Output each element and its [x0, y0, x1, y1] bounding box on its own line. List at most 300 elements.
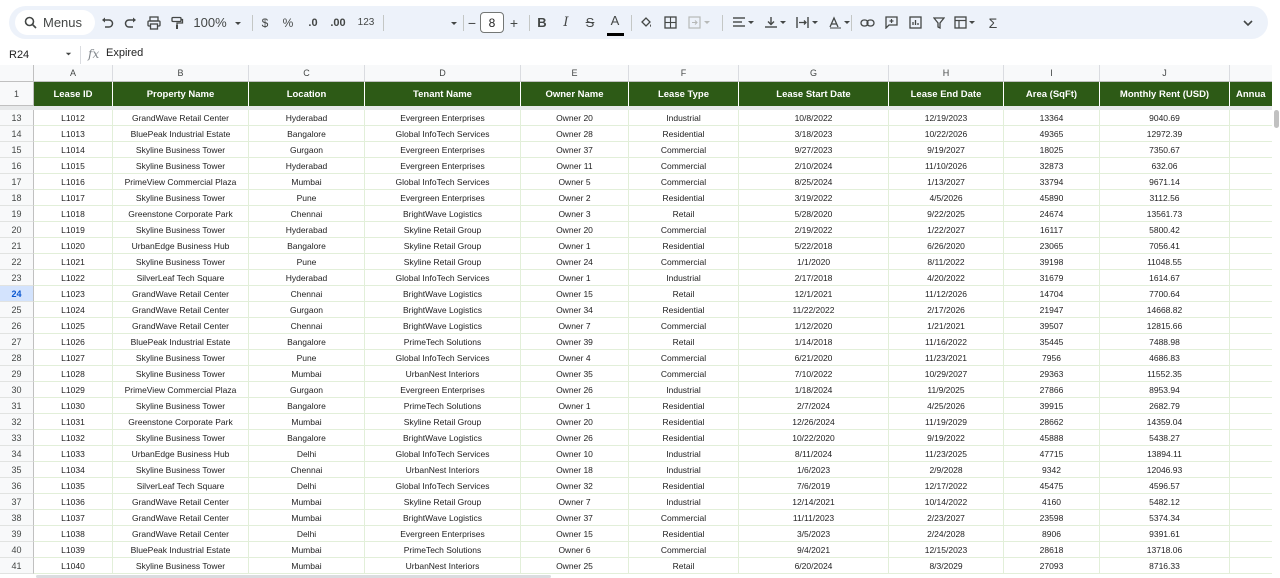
- table-cell[interactable]: Residential: [629, 478, 739, 494]
- table-cell[interactable]: [1230, 142, 1272, 158]
- table-cell[interactable]: Owner 18: [521, 462, 629, 478]
- table-cell[interactable]: PrimeTech Solutions: [365, 398, 521, 414]
- table-cell[interactable]: 35445: [1004, 334, 1100, 350]
- filter-views-button[interactable]: [951, 6, 979, 39]
- table-cell[interactable]: GrandWave Retail Center: [113, 286, 249, 302]
- table-cell[interactable]: Industrial: [629, 270, 739, 286]
- column-header[interactable]: G: [739, 65, 889, 82]
- table-cell[interactable]: Mumbai: [249, 542, 365, 558]
- table-cell[interactable]: UrbanEdge Business Hub: [113, 238, 249, 254]
- table-cell[interactable]: Owner 35: [521, 366, 629, 382]
- table-cell[interactable]: Mumbai: [249, 414, 365, 430]
- table-cell[interactable]: Skyline Business Tower: [113, 158, 249, 174]
- table-cell[interactable]: [1230, 446, 1272, 462]
- table-cell[interactable]: 4/5/2026: [889, 190, 1004, 206]
- table-cell[interactable]: Hyderabad: [249, 158, 365, 174]
- table-cell[interactable]: Delhi: [249, 478, 365, 494]
- table-cell[interactable]: Owner 37: [521, 142, 629, 158]
- table-cell[interactable]: [1230, 110, 1272, 126]
- table-cell[interactable]: Commercial: [629, 350, 739, 366]
- row-number[interactable]: 41: [0, 558, 34, 574]
- table-cell[interactable]: 12/26/2024: [739, 414, 889, 430]
- table-cell[interactable]: Owner 32: [521, 478, 629, 494]
- table-cell[interactable]: Owner 15: [521, 286, 629, 302]
- font-family-select[interactable]: [389, 6, 459, 39]
- table-cell[interactable]: 2682.79: [1100, 398, 1230, 414]
- table-cell[interactable]: Global InfoTech Services: [365, 478, 521, 494]
- table-cell[interactable]: L1027: [34, 350, 113, 366]
- strikethrough-button[interactable]: [582, 6, 598, 39]
- name-box[interactable]: [9, 47, 73, 62]
- table-cell[interactable]: Skyline Business Tower: [113, 142, 249, 158]
- table-cell[interactable]: L1017: [34, 190, 113, 206]
- table-cell[interactable]: Skyline Retail Group: [365, 494, 521, 510]
- table-cell[interactable]: 4/25/2026: [889, 398, 1004, 414]
- table-cell[interactable]: Skyline Business Tower: [113, 190, 249, 206]
- table-cell[interactable]: Bangalore: [249, 430, 365, 446]
- table-cell[interactable]: 9/19/2022: [889, 430, 1004, 446]
- table-cell[interactable]: Bangalore: [249, 334, 365, 350]
- table-cell[interactable]: Mumbai: [249, 366, 365, 382]
- table-cell[interactable]: 23065: [1004, 238, 1100, 254]
- table-cell[interactable]: [1230, 318, 1272, 334]
- table-cell[interactable]: Mumbai: [249, 510, 365, 526]
- table-cell[interactable]: Residential: [629, 430, 739, 446]
- table-cell[interactable]: L1036: [34, 494, 113, 510]
- table-cell[interactable]: PrimeTech Solutions: [365, 334, 521, 350]
- header-cell[interactable]: Tenant Name: [365, 82, 521, 106]
- decrease-decimals-button[interactable]: [303, 6, 323, 39]
- table-cell[interactable]: BrightWave Logistics: [365, 206, 521, 222]
- table-cell[interactable]: Owner 2: [521, 190, 629, 206]
- table-cell[interactable]: 2/24/2028: [889, 526, 1004, 542]
- table-cell[interactable]: GrandWave Retail Center: [113, 318, 249, 334]
- header-cell[interactable]: Area (SqFt): [1004, 82, 1100, 106]
- table-cell[interactable]: 12/1/2021: [739, 286, 889, 302]
- table-cell[interactable]: 11/16/2022: [889, 334, 1004, 350]
- table-cell[interactable]: PrimeTech Solutions: [365, 542, 521, 558]
- table-cell[interactable]: Commercial: [629, 510, 739, 526]
- row-number[interactable]: 21: [0, 238, 34, 254]
- table-cell[interactable]: 10/8/2022: [739, 110, 889, 126]
- table-cell[interactable]: 9391.61: [1100, 526, 1230, 542]
- table-cell[interactable]: Evergreen Enterprises: [365, 110, 521, 126]
- table-cell[interactable]: Owner 5: [521, 174, 629, 190]
- table-cell[interactable]: L1031: [34, 414, 113, 430]
- table-cell[interactable]: Greenstone Corporate Park: [113, 414, 249, 430]
- header-cell[interactable]: Lease ID: [34, 82, 113, 106]
- table-cell[interactable]: 45888: [1004, 430, 1100, 446]
- table-cell[interactable]: [1230, 462, 1272, 478]
- table-cell[interactable]: 13718.06: [1100, 542, 1230, 558]
- currency-format-button[interactable]: [257, 6, 273, 39]
- table-cell[interactable]: Evergreen Enterprises: [365, 382, 521, 398]
- table-cell[interactable]: Residential: [629, 414, 739, 430]
- table-cell[interactable]: 2/17/2026: [889, 302, 1004, 318]
- table-cell[interactable]: Mumbai: [249, 558, 365, 574]
- table-cell[interactable]: BluePeak Industrial Estate: [113, 334, 249, 350]
- functions-button[interactable]: [983, 6, 1003, 39]
- table-cell[interactable]: Owner 10: [521, 446, 629, 462]
- table-cell[interactable]: 7/6/2019: [739, 478, 889, 494]
- table-cell[interactable]: 2/19/2022: [739, 222, 889, 238]
- table-cell[interactable]: 8906: [1004, 526, 1100, 542]
- table-cell[interactable]: 9040.69: [1100, 110, 1230, 126]
- row-number[interactable]: 13: [0, 110, 34, 126]
- table-cell[interactable]: 12815.66: [1100, 318, 1230, 334]
- table-cell[interactable]: Skyline Retail Group: [365, 414, 521, 430]
- table-cell[interactable]: Global InfoTech Services: [365, 446, 521, 462]
- table-cell[interactable]: Owner 28: [521, 126, 629, 142]
- table-cell[interactable]: [1230, 526, 1272, 542]
- table-cell[interactable]: 1/21/2021: [889, 318, 1004, 334]
- table-cell[interactable]: 33794: [1004, 174, 1100, 190]
- row-number[interactable]: 36: [0, 478, 34, 494]
- table-cell[interactable]: 6/20/2024: [739, 558, 889, 574]
- increase-font-size-button[interactable]: [507, 6, 521, 39]
- table-cell[interactable]: Global InfoTech Services: [365, 270, 521, 286]
- table-cell[interactable]: Skyline Retail Group: [365, 222, 521, 238]
- table-cell[interactable]: [1230, 430, 1272, 446]
- table-cell[interactable]: 10/14/2022: [889, 494, 1004, 510]
- table-cell[interactable]: Commercial: [629, 254, 739, 270]
- table-cell[interactable]: 45475: [1004, 478, 1100, 494]
- insert-link-button[interactable]: [857, 6, 877, 39]
- row-number[interactable]: 39: [0, 526, 34, 542]
- table-cell[interactable]: Hyderabad: [249, 110, 365, 126]
- percent-format-button[interactable]: [280, 6, 296, 39]
- table-cell[interactable]: [1230, 222, 1272, 238]
- table-cell[interactable]: L1035: [34, 478, 113, 494]
- table-cell[interactable]: SilverLeaf Tech Square: [113, 270, 249, 286]
- table-cell[interactable]: BrightWave Logistics: [365, 510, 521, 526]
- table-cell[interactable]: L1032: [34, 430, 113, 446]
- table-cell[interactable]: 8716.33: [1100, 558, 1230, 574]
- table-cell[interactable]: [1230, 542, 1272, 558]
- increase-decimals-button[interactable]: [327, 6, 349, 39]
- table-cell[interactable]: Owner 15: [521, 526, 629, 542]
- row-number[interactable]: 1: [0, 82, 34, 106]
- table-cell[interactable]: 2/17/2018: [739, 270, 889, 286]
- table-cell[interactable]: 7056.41: [1100, 238, 1230, 254]
- row-number[interactable]: 15: [0, 142, 34, 158]
- text-wrapping-button[interactable]: [793, 6, 823, 39]
- table-cell[interactable]: Owner 26: [521, 430, 629, 446]
- row-number[interactable]: 23: [0, 270, 34, 286]
- column-header[interactable]: H: [889, 65, 1004, 82]
- table-cell[interactable]: 1614.67: [1100, 270, 1230, 286]
- table-cell[interactable]: BluePeak Industrial Estate: [113, 542, 249, 558]
- column-header[interactable]: D: [365, 65, 521, 82]
- table-cell[interactable]: Chennai: [249, 318, 365, 334]
- table-cell[interactable]: Bangalore: [249, 238, 365, 254]
- row-number[interactable]: 33: [0, 430, 34, 446]
- table-cell[interactable]: 12/15/2023: [889, 542, 1004, 558]
- table-cell[interactable]: Gurgaon: [249, 382, 365, 398]
- table-cell[interactable]: 7488.98: [1100, 334, 1230, 350]
- table-cell[interactable]: BrightWave Logistics: [365, 302, 521, 318]
- table-cell[interactable]: UrbanNest Interiors: [365, 462, 521, 478]
- table-cell[interactable]: 1/22/2027: [889, 222, 1004, 238]
- row-number[interactable]: 25: [0, 302, 34, 318]
- decrease-font-size-button[interactable]: [466, 6, 478, 39]
- table-cell[interactable]: 39507: [1004, 318, 1100, 334]
- spreadsheet-grid[interactable]: [0, 65, 1272, 578]
- table-cell[interactable]: L1022: [34, 270, 113, 286]
- table-cell[interactable]: L1028: [34, 366, 113, 382]
- table-cell[interactable]: Industrial: [629, 446, 739, 462]
- table-cell[interactable]: [1230, 334, 1272, 350]
- table-cell[interactable]: 1/1/2020: [739, 254, 889, 270]
- table-cell[interactable]: 3/5/2023: [739, 526, 889, 542]
- table-cell[interactable]: GrandWave Retail Center: [113, 302, 249, 318]
- collapse-toolbar-button[interactable]: [1237, 6, 1259, 39]
- table-cell[interactable]: L1012: [34, 110, 113, 126]
- row-number[interactable]: 28: [0, 350, 34, 366]
- table-cell[interactable]: 11/23/2025: [889, 446, 1004, 462]
- borders-button[interactable]: [661, 6, 679, 39]
- table-cell[interactable]: [1230, 510, 1272, 526]
- table-cell[interactable]: 3/18/2023: [739, 126, 889, 142]
- row-number[interactable]: 27: [0, 334, 34, 350]
- table-cell[interactable]: Gurgaon: [249, 302, 365, 318]
- table-cell[interactable]: Retail: [629, 206, 739, 222]
- table-cell[interactable]: Industrial: [629, 494, 739, 510]
- table-cell[interactable]: L1038: [34, 526, 113, 542]
- formula-input[interactable]: Expired: [106, 47, 144, 59]
- table-cell[interactable]: 12/19/2023: [889, 110, 1004, 126]
- table-cell[interactable]: 14359.04: [1100, 414, 1230, 430]
- row-number[interactable]: 29: [0, 366, 34, 382]
- table-cell[interactable]: Skyline Business Tower: [113, 558, 249, 574]
- table-cell[interactable]: Global InfoTech Services: [365, 174, 521, 190]
- column-header[interactable]: [1230, 65, 1272, 82]
- paint-format-button[interactable]: [167, 6, 187, 39]
- table-cell[interactable]: 7700.64: [1100, 286, 1230, 302]
- table-cell[interactable]: Commercial: [629, 174, 739, 190]
- table-cell[interactable]: Retail: [629, 286, 739, 302]
- header-cell[interactable]: Property Name: [113, 82, 249, 106]
- table-cell[interactable]: L1034: [34, 462, 113, 478]
- table-cell[interactable]: 39915: [1004, 398, 1100, 414]
- row-number[interactable]: 22: [0, 254, 34, 270]
- vertical-scrollbar-track[interactable]: [1272, 106, 1280, 578]
- table-cell[interactable]: [1230, 158, 1272, 174]
- table-cell[interactable]: 5/22/2018: [739, 238, 889, 254]
- header-cell[interactable]: Lease Type: [629, 82, 739, 106]
- table-cell[interactable]: UrbanNest Interiors: [365, 366, 521, 382]
- table-cell[interactable]: 29363: [1004, 366, 1100, 382]
- table-cell[interactable]: 5482.12: [1100, 494, 1230, 510]
- table-cell[interactable]: [1230, 286, 1272, 302]
- table-cell[interactable]: 32873: [1004, 158, 1100, 174]
- table-cell[interactable]: UrbanEdge Business Hub: [113, 446, 249, 462]
- table-cell[interactable]: Industrial: [629, 462, 739, 478]
- table-cell[interactable]: 11/23/2021: [889, 350, 1004, 366]
- table-cell[interactable]: [1230, 190, 1272, 206]
- merge-cells-button[interactable]: [685, 6, 715, 39]
- table-cell[interactable]: 12/14/2021: [739, 494, 889, 510]
- table-cell[interactable]: L1025: [34, 318, 113, 334]
- table-cell[interactable]: 4160: [1004, 494, 1100, 510]
- table-cell[interactable]: 7/10/2022: [739, 366, 889, 382]
- table-cell[interactable]: 632.06: [1100, 158, 1230, 174]
- table-cell[interactable]: 8/11/2024: [739, 446, 889, 462]
- column-header[interactable]: E: [521, 65, 629, 82]
- table-cell[interactable]: 13894.11: [1100, 446, 1230, 462]
- table-cell[interactable]: L1033: [34, 446, 113, 462]
- table-cell[interactable]: Owner 1: [521, 398, 629, 414]
- table-cell[interactable]: Chennai: [249, 286, 365, 302]
- table-cell[interactable]: Pune: [249, 190, 365, 206]
- table-cell[interactable]: 8/25/2024: [739, 174, 889, 190]
- table-cell[interactable]: 3/19/2022: [739, 190, 889, 206]
- font-size-input[interactable]: [480, 12, 504, 33]
- table-cell[interactable]: 6/26/2020: [889, 238, 1004, 254]
- table-cell[interactable]: Owner 25: [521, 558, 629, 574]
- table-cell[interactable]: Owner 6: [521, 542, 629, 558]
- table-cell[interactable]: 5/28/2020: [739, 206, 889, 222]
- header-cell[interactable]: Monthly Rent (USD): [1100, 82, 1230, 106]
- print-button[interactable]: [144, 6, 164, 39]
- table-cell[interactable]: [1230, 254, 1272, 270]
- table-cell[interactable]: [1230, 126, 1272, 142]
- zoom-select[interactable]: [193, 6, 243, 39]
- table-cell[interactable]: 4596.57: [1100, 478, 1230, 494]
- table-cell[interactable]: Commercial: [629, 366, 739, 382]
- table-cell[interactable]: Skyline Retail Group: [365, 254, 521, 270]
- undo-button[interactable]: [97, 6, 117, 39]
- table-cell[interactable]: 1/18/2024: [739, 382, 889, 398]
- table-cell[interactable]: Owner 4: [521, 350, 629, 366]
- table-cell[interactable]: Pune: [249, 350, 365, 366]
- row-number[interactable]: 18: [0, 190, 34, 206]
- table-cell[interactable]: 11048.55: [1100, 254, 1230, 270]
- table-cell[interactable]: Mumbai: [249, 494, 365, 510]
- column-header[interactable]: F: [629, 65, 739, 82]
- table-cell[interactable]: Evergreen Enterprises: [365, 190, 521, 206]
- table-cell[interactable]: 24674: [1004, 206, 1100, 222]
- header-cell[interactable]: Location: [249, 82, 365, 106]
- table-cell[interactable]: 1/13/2027: [889, 174, 1004, 190]
- table-cell[interactable]: [1230, 366, 1272, 382]
- table-cell[interactable]: 5374.34: [1100, 510, 1230, 526]
- table-cell[interactable]: 7956: [1004, 350, 1100, 366]
- search-menus-box[interactable]: [15, 10, 95, 35]
- table-cell[interactable]: Mumbai: [249, 174, 365, 190]
- table-cell[interactable]: Skyline Business Tower: [113, 462, 249, 478]
- table-cell[interactable]: Chennai: [249, 206, 365, 222]
- header-cell[interactable]: Lease End Date: [889, 82, 1004, 106]
- table-cell[interactable]: Delhi: [249, 526, 365, 542]
- table-cell[interactable]: Owner 37: [521, 510, 629, 526]
- table-cell[interactable]: Owner 20: [521, 414, 629, 430]
- table-cell[interactable]: L1040: [34, 558, 113, 574]
- fill-color-button[interactable]: [637, 6, 655, 39]
- table-cell[interactable]: L1016: [34, 174, 113, 190]
- filter-button[interactable]: [929, 6, 949, 39]
- row-number[interactable]: 32: [0, 414, 34, 430]
- table-cell[interactable]: 9/22/2025: [889, 206, 1004, 222]
- table-cell[interactable]: L1039: [34, 542, 113, 558]
- table-cell[interactable]: L1023: [34, 286, 113, 302]
- table-cell[interactable]: 11/10/2026: [889, 158, 1004, 174]
- select-all-corner[interactable]: [0, 65, 34, 82]
- table-cell[interactable]: 8/3/2029: [889, 558, 1004, 574]
- table-cell[interactable]: [1230, 238, 1272, 254]
- table-cell[interactable]: Hyderabad: [249, 270, 365, 286]
- row-number[interactable]: 14: [0, 126, 34, 142]
- table-cell[interactable]: [1230, 494, 1272, 510]
- header-cell[interactable]: Lease Start Date: [739, 82, 889, 106]
- table-cell[interactable]: 3112.56: [1100, 190, 1230, 206]
- table-cell[interactable]: L1018: [34, 206, 113, 222]
- number-format-button[interactable]: [354, 6, 378, 39]
- table-cell[interactable]: 16117: [1004, 222, 1100, 238]
- row-number[interactable]: 40: [0, 542, 34, 558]
- table-cell[interactable]: Commercial: [629, 542, 739, 558]
- table-cell[interactable]: L1019: [34, 222, 113, 238]
- column-header[interactable]: J: [1100, 65, 1230, 82]
- table-cell[interactable]: Owner 39: [521, 334, 629, 350]
- table-cell[interactable]: 8953.94: [1100, 382, 1230, 398]
- table-cell[interactable]: 45890: [1004, 190, 1100, 206]
- table-cell[interactable]: 13364: [1004, 110, 1100, 126]
- table-cell[interactable]: Pune: [249, 254, 365, 270]
- table-cell[interactable]: 49365: [1004, 126, 1100, 142]
- table-cell[interactable]: Residential: [629, 126, 739, 142]
- table-cell[interactable]: Residential: [629, 238, 739, 254]
- table-cell[interactable]: Gurgaon: [249, 142, 365, 158]
- table-cell[interactable]: L1030: [34, 398, 113, 414]
- table-cell[interactable]: Skyline Business Tower: [113, 254, 249, 270]
- table-cell[interactable]: 2/9/2028: [889, 462, 1004, 478]
- table-cell[interactable]: 2/7/2024: [739, 398, 889, 414]
- table-cell[interactable]: Skyline Business Tower: [113, 366, 249, 382]
- table-cell[interactable]: Retail: [629, 558, 739, 574]
- table-cell[interactable]: Owner 24: [521, 254, 629, 270]
- table-cell[interactable]: 10/22/2020: [739, 430, 889, 446]
- table-cell[interactable]: Industrial: [629, 110, 739, 126]
- table-cell[interactable]: 1/6/2023: [739, 462, 889, 478]
- insert-comment-button[interactable]: [881, 6, 901, 39]
- row-number[interactable]: 19: [0, 206, 34, 222]
- table-cell[interactable]: Skyline Business Tower: [113, 222, 249, 238]
- table-cell[interactable]: [1230, 302, 1272, 318]
- column-header[interactable]: C: [249, 65, 365, 82]
- column-header[interactable]: I: [1004, 65, 1100, 82]
- table-cell[interactable]: BrightWave Logistics: [365, 286, 521, 302]
- table-cell[interactable]: Commercial: [629, 158, 739, 174]
- table-cell[interactable]: L1013: [34, 126, 113, 142]
- table-cell[interactable]: 11/19/2029: [889, 414, 1004, 430]
- table-cell[interactable]: 18025: [1004, 142, 1100, 158]
- row-number[interactable]: 16: [0, 158, 34, 174]
- table-cell[interactable]: Evergreen Enterprises: [365, 158, 521, 174]
- header-cell[interactable]: Annua: [1230, 82, 1272, 106]
- table-cell[interactable]: GrandWave Retail Center: [113, 110, 249, 126]
- table-cell[interactable]: 11/22/2022: [739, 302, 889, 318]
- table-cell[interactable]: 28662: [1004, 414, 1100, 430]
- table-cell[interactable]: Chennai: [249, 462, 365, 478]
- table-cell[interactable]: Industrial: [629, 382, 739, 398]
- horizontal-align-button[interactable]: [729, 6, 759, 39]
- table-cell[interactable]: 12972.39: [1100, 126, 1230, 142]
- table-cell[interactable]: 9/4/2021: [739, 542, 889, 558]
- table-cell[interactable]: Evergreen Enterprises: [365, 526, 521, 542]
- table-cell[interactable]: Skyline Business Tower: [113, 430, 249, 446]
- row-number[interactable]: 24: [0, 286, 34, 302]
